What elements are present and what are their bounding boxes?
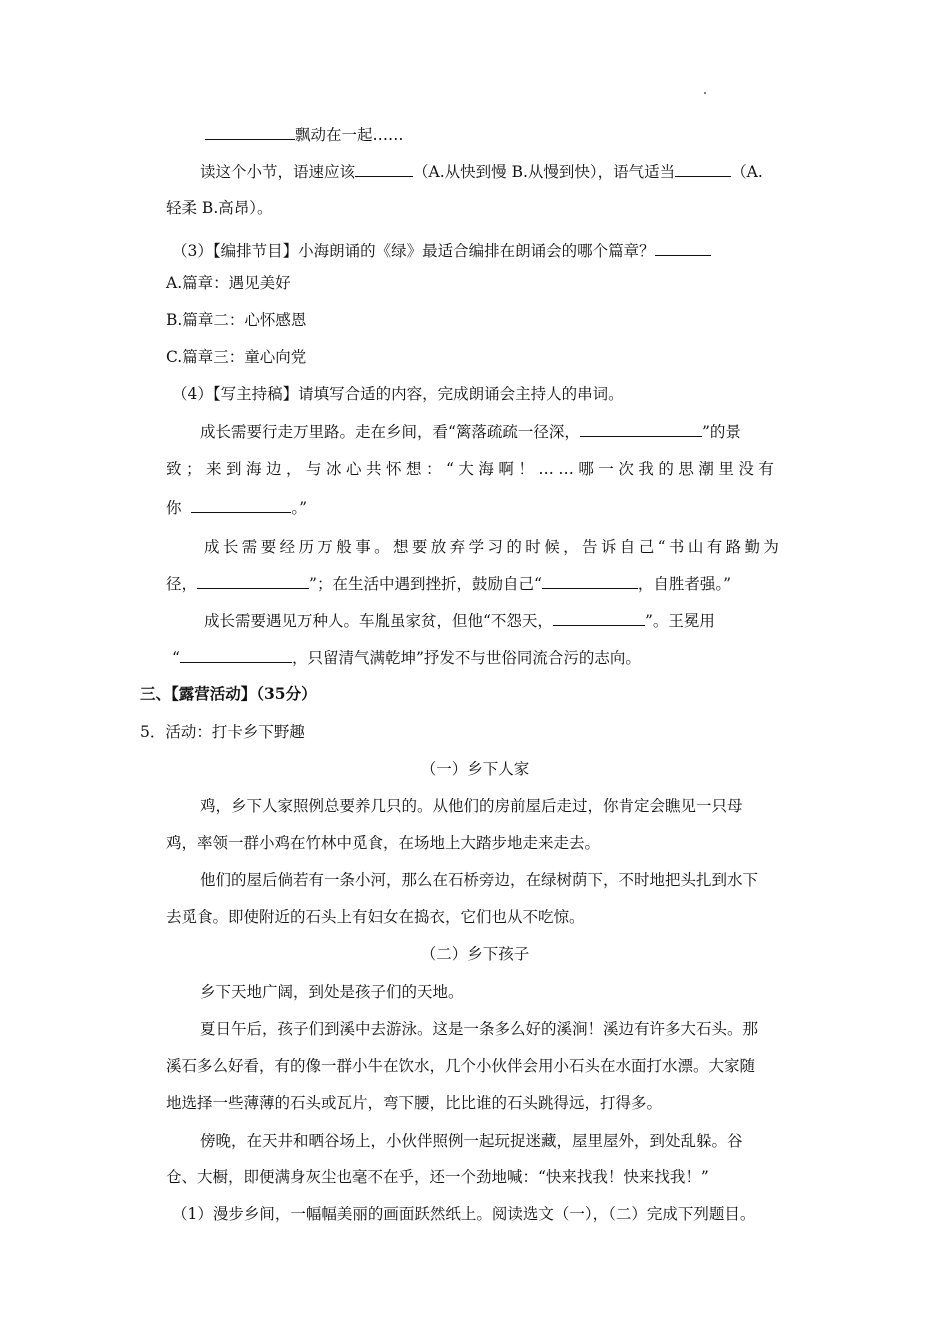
question-3: （3）【编排节目】小海朗诵的《绿》最适合编排在朗诵会的哪个篇章？ bbox=[172, 239, 711, 262]
answer-blank[interactable] bbox=[655, 239, 711, 256]
host-script-line: 你 。” bbox=[166, 496, 307, 519]
passage-line: 夏日午后，孩子们到溪中去游泳。这是一条多么好的溪涧！溪边有许多大石头。那 bbox=[200, 1020, 759, 1038]
answer-blank[interactable] bbox=[205, 123, 295, 140]
reading-question-cont: 轻柔 B.高昂）。 bbox=[166, 199, 273, 217]
poem-line: 飘动在一起…… bbox=[205, 123, 404, 146]
passage-heading: （二）乡下孩子 bbox=[420, 945, 530, 963]
question-5: 5．活动：打卡乡下野趣 bbox=[140, 723, 305, 741]
passage-line: 乡下天地广阔，到处是孩子们的天地。 bbox=[200, 983, 464, 1001]
answer-blank[interactable] bbox=[355, 160, 413, 177]
answer-blank[interactable] bbox=[553, 609, 645, 626]
page-mark bbox=[704, 92, 706, 94]
passage-line: 鸡，率领一群小鸡在竹林中觅食，在场地上大踏步地走来走去。 bbox=[166, 834, 601, 852]
host-script-line: 成长需要行走万里路。走在乡间，看“篱落疏疏一径深， ”的景 bbox=[200, 420, 741, 443]
answer-blank[interactable] bbox=[197, 572, 309, 589]
question-4: （4）【写主持稿】请填写合适的内容，完成朗诵会主持人的串词。 bbox=[172, 385, 624, 403]
section-heading: 三、【露营活动】（35分） bbox=[140, 684, 317, 703]
answer-blank[interactable] bbox=[580, 420, 702, 437]
question-5-1: （1）漫步乡间，一幅幅美丽的画面跃然纸上。阅读选文（一），（二）完成下列题目。 bbox=[172, 1205, 756, 1223]
passage-line: 傍晚，在天井和晒谷场上，小伙伴照例一起玩捉迷藏，屋里屋外，到处乱躲。谷 bbox=[200, 1132, 743, 1150]
passage-line: 溪石多么好看，有的像一群小牛在饮水，几个小伙伴会用小石头在水面打水漂。大家随 bbox=[166, 1057, 756, 1075]
passage-line: 他们的屋后倘若有一条小河，那么在石桥旁边，在绿树荫下，不时地把头扎到水下 bbox=[200, 871, 759, 889]
reading-question: 读这个小节，语速应该 （A.从快到慢 B.从慢到快），语气适当 （A. bbox=[200, 160, 763, 183]
answer-blank[interactable] bbox=[675, 160, 731, 177]
passage-line: 鸡，乡下人家照例总要养几只的。从他们的房前屋后走过，你肯定会瞧见一只母 bbox=[200, 797, 743, 815]
answer-blank[interactable] bbox=[191, 496, 291, 513]
passage-heading: （一）乡下人家 bbox=[420, 760, 530, 778]
passage-line: 去觅食。即使附近的石头上有妇女在捣衣，它们也从不吃惊。 bbox=[166, 908, 585, 926]
passage-line: 地选择一些薄薄的石头或瓦片，弯下腰，比比谁的石头跳得远，打得多。 bbox=[166, 1094, 663, 1112]
option-a: A.篇章：遇见美好 bbox=[166, 274, 291, 292]
host-script-line: “ ，只留清气满乾坤”抒发不与世俗同流合污的志向。 bbox=[172, 646, 641, 669]
host-script-line: 成长需要遇见万种人。车胤虽家贫，但他“不怨天， ”。王冕用 bbox=[204, 609, 715, 632]
option-c: C.篇章三：童心向党 bbox=[166, 348, 307, 366]
option-b: B.篇章二：心怀感恩 bbox=[166, 311, 307, 329]
answer-blank[interactable] bbox=[542, 572, 638, 589]
host-script-line: 致；来到海边，与冰心共怀想：“大海啊！……哪一次我的思潮里没有 bbox=[166, 460, 779, 478]
answer-blank[interactable] bbox=[180, 646, 292, 663]
host-script-line: 成长需要经历万般事。想要放弃学习的时候，告诉自己“书山有路勤为 bbox=[204, 538, 783, 556]
host-script-line: 径， ”；在生活中遇到挫折，鼓励自己“ ，自胜者强。” bbox=[166, 572, 731, 595]
passage-line: 仓、大橱，即便满身灰尘也毫不在乎，还一个劲地喊：“快来找我！快来找我！” bbox=[166, 1168, 709, 1186]
